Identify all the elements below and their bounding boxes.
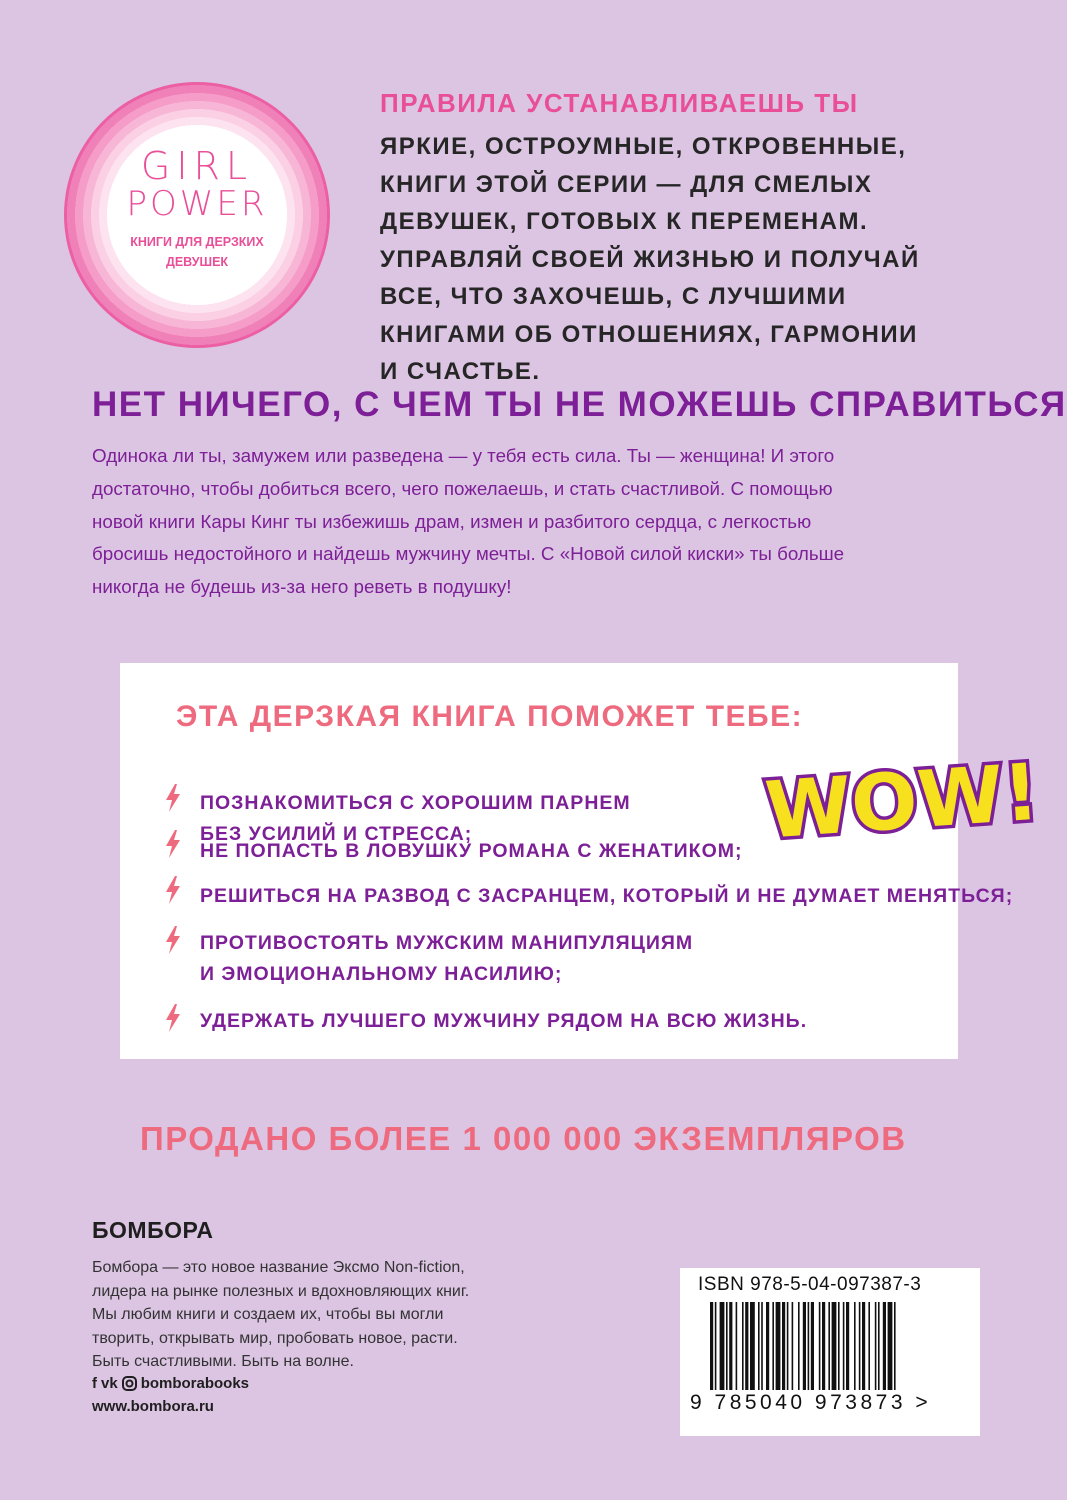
copies-sold-banner: ПРОДАНО БОЛЕЕ 1 000 000 ЭКЗЕМПЛЯРОВ: [140, 1120, 907, 1157]
barcode-bar: [803, 1302, 806, 1390]
publisher-description-line: творить, открывать мир, пробовать новое, расти.: [92, 1329, 458, 1347]
logo-word-power: POWER: [126, 184, 268, 224]
benefit-item-4-line2: И ЭМОЦИОНАЛЬНОМУ НАСИЛИЮ;: [200, 963, 563, 985]
barcode-bar: [742, 1302, 744, 1390]
benefit-item-5: УДЕРЖАТЬ ЛУЧШЕГО МУЖЧИНУ РЯДОМ НА ВСЮ ЖИЗНЬ.: [200, 1010, 808, 1032]
series-blurb-line: ЯРКИЕ, ОСТРОУМНЫЕ, ОТКРОВЕННЫЕ,: [380, 133, 907, 160]
section-heading: НЕТ НИЧЕГО, С ЧЕМ ТЫ НЕ МОЖЕШЬ СПРАВИТЬСЯ: [92, 385, 1067, 424]
barcode-bar: [822, 1302, 825, 1390]
publisher-name: БОМБОРА: [92, 1217, 214, 1243]
lightning-bolt-icon: [163, 830, 183, 858]
barcode-bar: [808, 1302, 810, 1390]
barcode-bar: [726, 1302, 728, 1390]
social-handle: bomborabooks: [140, 1375, 250, 1392]
barcode-bar: [715, 1302, 717, 1390]
lightning-bolt-icon: [163, 876, 183, 904]
barcode-bar: [854, 1302, 856, 1390]
barcode-bar: [750, 1302, 755, 1390]
barcode-bar: [761, 1302, 763, 1390]
barcode-bar: [798, 1302, 800, 1390]
barcode-bar: [782, 1302, 785, 1390]
barcode-bar: [720, 1302, 725, 1390]
social-links: [92, 1375, 249, 1392]
barcode-bar: [843, 1302, 845, 1390]
series-blurb-line: ВСЕ, ЧТО ЗАХОЧЕШЬ, С ЛУЧШИМИ: [380, 283, 847, 310]
facebook-icon: f: [92, 1375, 97, 1392]
wow-text: WOW!: [762, 747, 1042, 857]
benefit-item-1-line2: БЕЗ УСИЛИЙ И СТРЕССА;: [200, 823, 473, 845]
wow-sticker: [755, 745, 1042, 857]
publisher-description-line: Быть счастливыми. Быть на волне.: [92, 1353, 354, 1370]
logo-subtitle-line2: ДЕВУШЕК: [165, 255, 229, 269]
barcode-bar: [828, 1302, 830, 1390]
benefit-item-3: РЕШИТЬСЯ НА РАЗВОД С ЗАСРАНЦЕМ, КОТОРЫЙ И НЕ ДУМАЕТ МЕНЯТЬСЯ;: [200, 885, 1014, 907]
barcode-bar: [875, 1302, 877, 1390]
barcode-bar: [846, 1302, 849, 1390]
vk-icon: vk: [101, 1375, 118, 1392]
description-line: никогда не будешь из-за него реветь в подушку!: [92, 576, 512, 598]
ean-number: 9 785040 973873 >: [690, 1391, 932, 1414]
barcode-bar: [894, 1302, 896, 1390]
barcode-bar: [832, 1302, 837, 1390]
barcode-bar: [862, 1302, 865, 1390]
barcode-bar: [883, 1302, 886, 1390]
barcode-bar: [859, 1302, 861, 1390]
instagram-icon: [122, 1376, 137, 1391]
description-line: новой книги Кары Кинг ты избежишь драм, измен и разбитого сердца, с легкостью: [92, 510, 812, 532]
benefit-item-1-line1: ПОЗНАКОМИТЬСЯ С ХОРОШИМ ПАРНЕМ: [200, 792, 631, 814]
series-blurb-line: И СЧАСТЬЕ.: [380, 358, 541, 385]
barcode-bar: [758, 1302, 760, 1390]
series-blurb-line: КНИГИ ЭТОЙ СЕРИИ — ДЛЯ СМЕЛЫХ: [380, 170, 873, 198]
barcode-bar: [868, 1302, 870, 1390]
publisher-description-line: Мы любим книги и создаем их, чтобы вы могли: [92, 1306, 444, 1323]
publisher-description-line: лидера на рынке полезных и вдохновляющих книг.: [92, 1282, 470, 1300]
barcode-bar: [878, 1302, 880, 1390]
isbn-number: ISBN 978-5-04-097387-3: [698, 1274, 922, 1295]
barcode-bar: [787, 1302, 789, 1390]
logo-word-girl: GIRL: [140, 144, 254, 188]
barcode-bar: [772, 1302, 774, 1390]
barcode-bar: [729, 1302, 732, 1390]
barcode-bar: [792, 1302, 794, 1390]
publisher-description: [92, 1256, 469, 1374]
lightning-bolt-icon: [163, 926, 183, 954]
series-blurb-text: [380, 128, 920, 391]
series-logo: [64, 82, 330, 348]
benefit-item-4-line1: ПРОТИВОСТОЯТЬ МУЖСКИМ МАНИПУЛЯЦИЯМ: [200, 932, 694, 954]
description-line: Одинока ли ты, замужем или разведена — у тебя есть сила. Ты — женщина! И этого: [92, 445, 835, 466]
benefit-item-2: НЕ ПОПАСТЬ В ЛОВУШКУ РОМАНА С ЖЕНАТИКОМ;: [200, 840, 743, 862]
barcode-bar: [736, 1302, 738, 1390]
lightning-bolt-icon: [163, 784, 183, 812]
barcode-box: [680, 1268, 980, 1436]
barcode-bar: [838, 1302, 840, 1390]
description-line: достаточно, чтобы добиться всего, чего пожелаешь, и стать счастливой. С помощью: [92, 477, 833, 499]
barcode-bar: [811, 1302, 814, 1390]
benefits-title: ЭТА ДЕРЗКАЯ КНИГА ПОМОЖЕТ ТЕБЕ:: [176, 700, 804, 733]
series-blurb-line: КНИГАМИ ОБ ОТНОШЕНИЯХ, ГАРМОНИИ: [380, 320, 918, 348]
description-paragraph: [92, 440, 972, 604]
lightning-bolt-icon: [163, 1004, 183, 1032]
barcode-bar: [776, 1302, 781, 1390]
barcode-bars: [710, 1302, 954, 1392]
barcode-bar: [819, 1302, 821, 1390]
barcode-bar: [888, 1302, 893, 1390]
barcode-bar: [710, 1302, 713, 1390]
series-blurb-title: ПРАВИЛА УСТАНАВЛИВАЕШЬ ТЫ: [380, 88, 859, 118]
logo-subtitle-line1: КНИГИ ДЛЯ ДЕРЗКИХ: [130, 235, 264, 249]
description-line: бросишь недостойного и найдешь мужчину мечты. С «Новой силой киски» ты больше: [92, 543, 845, 565]
series-blurb-line: ДЕВУШЕК, ГОТОВЫХ К ПЕРЕМЕНАМ.: [380, 208, 869, 235]
publisher-description-line: Бомбора — это новое название Эксмо Non-fiction,: [92, 1259, 465, 1276]
barcode-bar: [766, 1302, 769, 1390]
barcode-bar: [745, 1302, 748, 1390]
series-blurb-line: УПРАВЛЯЙ СВОЕЙ ЖИЗНЬЮ И ПОЛУЧАЙ: [380, 245, 920, 273]
website-url: www.bombora.ru: [92, 1398, 214, 1415]
